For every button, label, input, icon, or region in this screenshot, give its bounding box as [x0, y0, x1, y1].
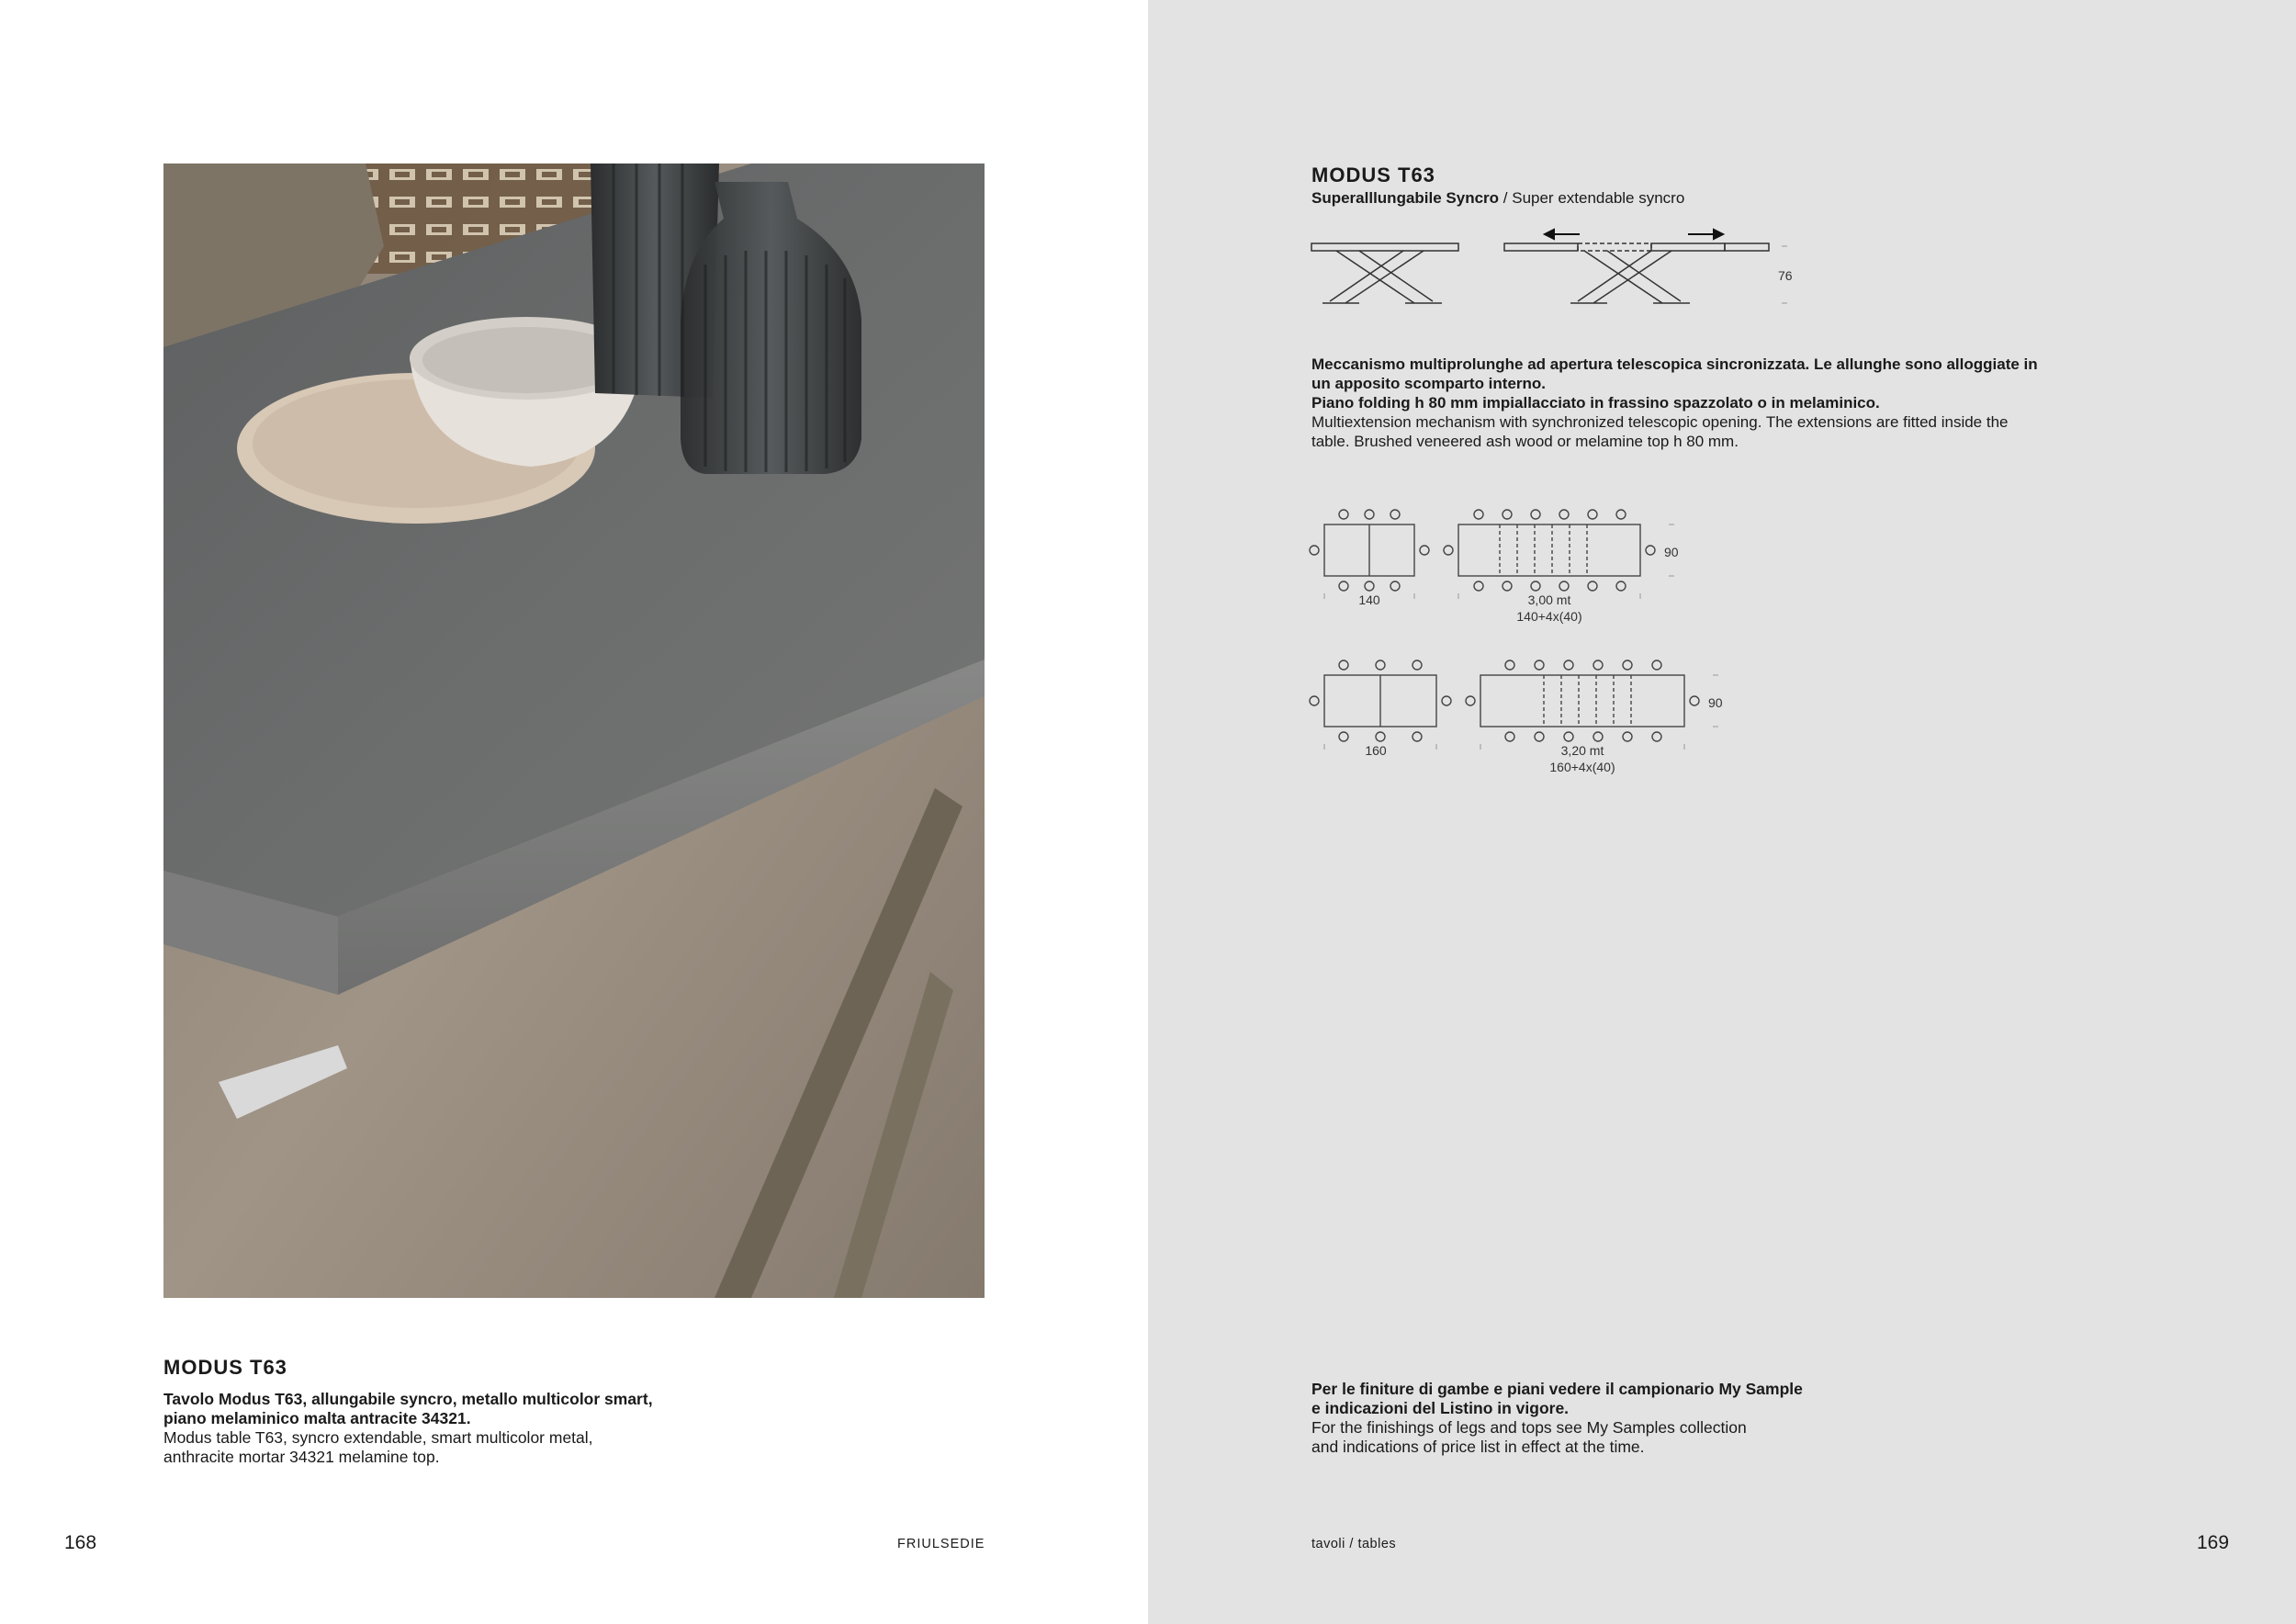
table-photo-illustration [163, 164, 985, 1298]
size-2-formula-label: 160+4x(40) [1549, 760, 1615, 774]
caption-italian-line-2: piano melaminico malta antracite 34321. [163, 1409, 471, 1427]
brand-name: FRIULSEDIE [897, 1537, 985, 1551]
description-en-line-1: Multiextension mechanism with synchronized telescopic opening. The extensions are fitted inside the [1311, 413, 2009, 431]
photo-caption [163, 1358, 806, 1467]
side-elevation-drawing [1304, 220, 1800, 312]
product-title: MODUS T63 [1311, 164, 1435, 186]
description-it-line-2: un apposito scomparto interno. [1311, 375, 1547, 392]
size-2-open-label: 3,20 mt [1560, 743, 1604, 758]
product-description [1311, 355, 2131, 451]
description-it-line-3: Piano folding h 80 mm impiallacciato in frassino spazzolato o in melaminico. [1311, 394, 1880, 412]
section-separator: / [1345, 1537, 1358, 1551]
size-plan-140 [1304, 501, 1708, 629]
size-1-depth-label: 90 [1664, 545, 1679, 559]
finishes-it-line-1: Per le finiture di gambe e piani vedere il campionario My Sample [1311, 1380, 1803, 1398]
height-label: 76 [1778, 268, 1793, 283]
section-label [1311, 1537, 1396, 1551]
size-plan-160 [1304, 651, 1745, 780]
caption-italian-line-1: Tavolo Modus T63, allungabile syncro, metallo multicolor smart, [163, 1390, 653, 1408]
size-1-closed-label: 140 [1358, 592, 1380, 607]
caption-title: MODUS T63 [163, 1356, 287, 1379]
finishes-it-line-2: e indicazioni del Listino in vigore. [1311, 1399, 1570, 1417]
description-en-line-2: table. Brushed veneered ash wood or melamine top h 80 mm. [1311, 433, 1739, 450]
size-1-formula-label: 140+4x(40) [1516, 609, 1582, 624]
size-2-depth-label: 90 [1708, 695, 1723, 710]
size-1-open-label: 3,00 mt [1527, 592, 1571, 607]
section-italian: tavoli [1311, 1537, 1345, 1551]
subtitle-italian: Superalllungabile Syncro [1311, 189, 1500, 207]
page-number-left: 168 [64, 1532, 97, 1553]
product-photo [163, 164, 985, 1298]
finishes-note [1311, 1380, 1899, 1457]
finishes-en-line-1: For the finishings of legs and tops see My Samples collection [1311, 1418, 1747, 1437]
description-it-line-1: Meccanismo multiprolunghe ad apertura telescopica sincronizzata. Le allunghe sono alloggiate in [1311, 355, 2038, 373]
subtitle-english: Super extendable syncro [1512, 189, 1685, 207]
finishes-en-line-2: and indications of price list in effect at the time. [1311, 1438, 1645, 1456]
size-2-closed-label: 160 [1365, 743, 1387, 758]
page-number-right: 169 [2197, 1532, 2230, 1553]
subtitle-separator: / [1499, 189, 1513, 207]
product-subtitle [1311, 189, 1684, 208]
caption-english-line-1: Modus table T63, syncro extendable, smart multicolor metal, [163, 1428, 593, 1447]
caption-english-line-2: anthracite mortar 34321 melamine top. [163, 1448, 440, 1466]
section-english: tables [1357, 1537, 1397, 1551]
product-header [1311, 164, 1684, 208]
